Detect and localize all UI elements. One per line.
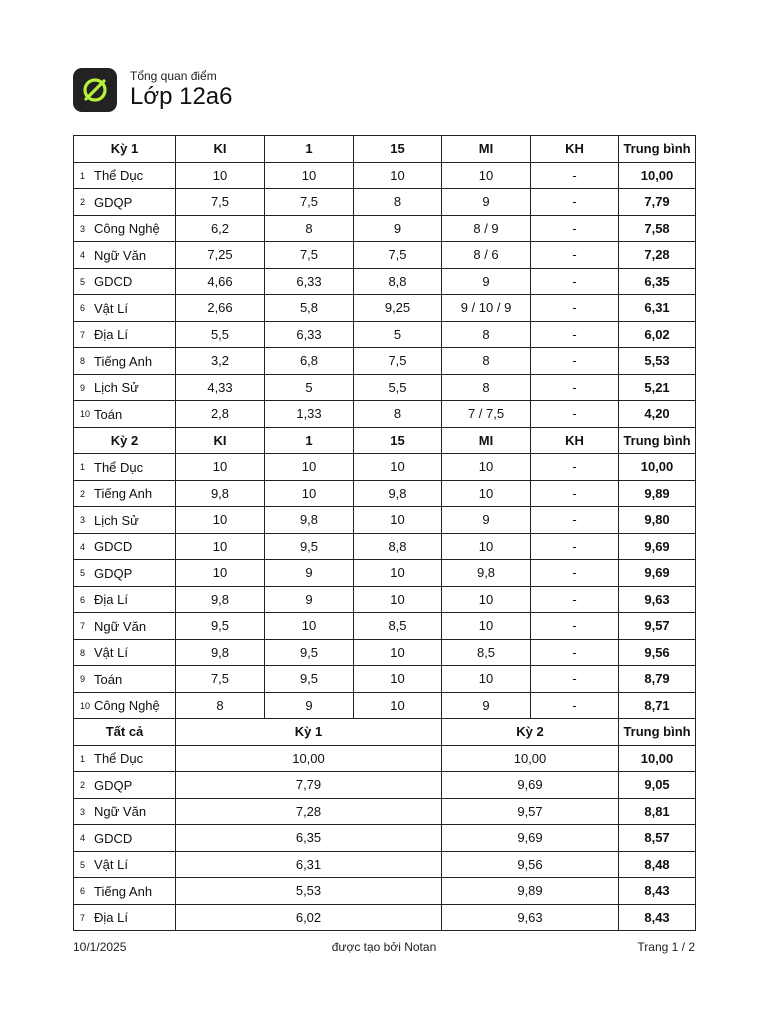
subject-cell (74, 851, 176, 878)
row-index: 2 (80, 780, 86, 791)
kh-cell: - (531, 586, 619, 613)
table-row (74, 507, 696, 534)
kh-cell: - (531, 639, 619, 666)
ki-cell: 3,2 (176, 348, 265, 375)
avg-cell: 9,05 (619, 772, 696, 799)
ki-cell: 10 (176, 454, 265, 481)
row-index: 10 (80, 700, 91, 711)
avg-cell: 9,69 (619, 533, 696, 560)
c15-cell: 8,8 (354, 268, 442, 295)
c1-cell: 10 (265, 480, 354, 507)
avg-cell: 7,79 (619, 189, 696, 216)
subject-name: GDQP (94, 194, 133, 210)
kh-cell: - (531, 613, 619, 640)
c1-cell: 9 (265, 560, 354, 587)
subject-header: Kỳ 1 (74, 136, 176, 163)
semester-1-cell: 10,00 (176, 745, 442, 772)
table-row (74, 613, 696, 640)
subject-cell (74, 321, 176, 348)
mi-cell: 8 / 9 (442, 215, 531, 242)
mi-cell: 10 (442, 586, 531, 613)
c15-cell: 10 (354, 162, 442, 189)
c15-cell: 10 (354, 639, 442, 666)
c15-cell: 8,8 (354, 533, 442, 560)
c1-cell: 5 (265, 374, 354, 401)
subject-name: GDCD (94, 274, 133, 290)
table-row (74, 904, 696, 931)
c1-cell: 5,8 (265, 295, 354, 322)
ki-cell: 9,8 (176, 480, 265, 507)
c15-header: 15 (354, 427, 442, 454)
row-index: 5 (80, 859, 86, 870)
subject-cell (74, 586, 176, 613)
c1-header: 1 (265, 136, 354, 163)
table-row (74, 586, 696, 613)
semester-2-cell: 9,56 (442, 851, 619, 878)
row-index: 4 (80, 250, 86, 261)
row-index: 2 (80, 197, 86, 208)
row-index: 7 (80, 329, 86, 340)
avg-cell: 9,56 (619, 639, 696, 666)
kh-cell: - (531, 348, 619, 375)
table-row (74, 560, 696, 587)
grades-table (73, 135, 696, 931)
c1-cell: 6,33 (265, 268, 354, 295)
table-row (74, 242, 696, 269)
row-index: 3 (80, 806, 86, 817)
subject-cell (74, 162, 176, 189)
subject-cell (74, 745, 176, 772)
subject-name: Toán (94, 671, 123, 687)
c1-cell: 7,5 (265, 242, 354, 269)
avg-cell: 8,43 (619, 878, 696, 905)
table-row (74, 878, 696, 905)
kh-cell: - (531, 507, 619, 534)
avg-cell: 9,63 (619, 586, 696, 613)
mi-cell: 8 (442, 321, 531, 348)
avg-cell: 9,69 (619, 560, 696, 587)
c15-cell: 7,5 (354, 348, 442, 375)
kh-cell: - (531, 242, 619, 269)
row-index: 7 (80, 912, 86, 923)
semester-1-header: Kỳ 1 (176, 719, 442, 746)
semester-2-header: Kỳ 2 (442, 719, 619, 746)
avg-cell: 5,53 (619, 348, 696, 375)
page-header (73, 68, 233, 112)
subject-cell (74, 798, 176, 825)
mi-cell: 10 (442, 162, 531, 189)
mi-cell: 9 (442, 189, 531, 216)
mi-cell: 10 (442, 613, 531, 640)
c15-cell: 5,5 (354, 374, 442, 401)
c15-header: 15 (354, 136, 442, 163)
subject-name: Toán (94, 406, 123, 422)
row-index: 8 (80, 647, 86, 658)
row-index: 4 (80, 541, 86, 552)
subject-name: Địa Lí (94, 592, 128, 608)
kh-cell: - (531, 374, 619, 401)
row-index: 3 (80, 223, 86, 234)
subject-cell (74, 878, 176, 905)
table-row (74, 268, 696, 295)
page-subtitle: Tổng quan điểm (130, 69, 217, 83)
table-row (74, 745, 696, 772)
row-index: 1 (80, 170, 86, 181)
avg-cell: 6,02 (619, 321, 696, 348)
subject-name: Ngữ Văn (94, 618, 147, 634)
avg-cell: 7,28 (619, 242, 696, 269)
subject-name: Công Nghệ (94, 698, 160, 714)
c15-cell: 8 (354, 189, 442, 216)
semester-1-cell: 7,79 (176, 772, 442, 799)
ki-cell: 2,66 (176, 295, 265, 322)
mi-cell: 9 (442, 268, 531, 295)
subject-name: Vật Lí (94, 645, 128, 661)
avg-cell: 5,21 (619, 374, 696, 401)
overall-section (74, 719, 696, 931)
table-row (74, 348, 696, 375)
table-row (74, 321, 696, 348)
table-row (74, 666, 696, 693)
c1-cell: 6,8 (265, 348, 354, 375)
subject-cell (74, 242, 176, 269)
mi-cell: 8 (442, 374, 531, 401)
c15-cell: 10 (354, 692, 442, 719)
table-row (74, 454, 696, 481)
c15-cell: 7,5 (354, 242, 442, 269)
semester-2-cell: 9,63 (442, 904, 619, 931)
row-index: 9 (80, 382, 86, 393)
avg-cell: 8,48 (619, 851, 696, 878)
c1-cell: 6,33 (265, 321, 354, 348)
kh-cell: - (531, 321, 619, 348)
subject-cell (74, 507, 176, 534)
kh-cell: - (531, 480, 619, 507)
table-row (74, 215, 696, 242)
avg-cell: 8,71 (619, 692, 696, 719)
subject-name: Vật Lí (94, 300, 128, 316)
subject-name: Công Nghệ (94, 221, 160, 237)
mi-header: MI (442, 136, 531, 163)
c15-cell: 9,8 (354, 480, 442, 507)
subject-name: Lịch Sử (94, 512, 139, 528)
subject-name: Ngữ Văn (94, 804, 147, 820)
table-row (74, 772, 696, 799)
subject-cell (74, 268, 176, 295)
mi-cell: 9 / 10 / 9 (442, 295, 531, 322)
row-index: 2 (80, 488, 86, 499)
kh-cell: - (531, 401, 619, 428)
subject-name: GDQP (94, 565, 133, 581)
ki-cell: 2,8 (176, 401, 265, 428)
footer-date: 10/1/2025 (73, 940, 127, 954)
subject-cell (74, 825, 176, 852)
semester-1-cell: 7,28 (176, 798, 442, 825)
avg-cell: 8,81 (619, 798, 696, 825)
ki-cell: 6,2 (176, 215, 265, 242)
kh-cell: - (531, 692, 619, 719)
semester-2-cell: 9,69 (442, 825, 619, 852)
subject-name: Thể Dục (94, 459, 144, 475)
semester-2-cell: 10,00 (442, 745, 619, 772)
c1-cell: 1,33 (265, 401, 354, 428)
semester-1-cell: 6,02 (176, 904, 442, 931)
avg-cell: 8,57 (619, 825, 696, 852)
c1-cell: 10 (265, 454, 354, 481)
subject-name: Tiếng Anh (94, 883, 153, 899)
c15-cell: 10 (354, 586, 442, 613)
kh-cell: - (531, 454, 619, 481)
c1-cell: 9,8 (265, 507, 354, 534)
avg-cell: 6,35 (619, 268, 696, 295)
ki-cell: 9,8 (176, 639, 265, 666)
row-index: 6 (80, 886, 86, 897)
c1-cell: 10 (265, 162, 354, 189)
row-index: 1 (80, 462, 86, 473)
semester-2-section (74, 427, 696, 719)
ki-cell: 7,5 (176, 666, 265, 693)
subject-name: Thể Dục (94, 751, 144, 767)
footer-page-number: Trang 1 / 2 (637, 940, 695, 954)
mi-cell: 8 / 6 (442, 242, 531, 269)
avg-cell: 9,89 (619, 480, 696, 507)
subject-cell (74, 480, 176, 507)
row-index: 1 (80, 753, 86, 764)
subject-cell (74, 374, 176, 401)
subject-name: Tiếng Anh (94, 353, 153, 369)
kh-cell: - (531, 295, 619, 322)
subject-cell (74, 295, 176, 322)
average-header: Trung bình (619, 427, 696, 454)
table-row (74, 374, 696, 401)
mi-cell: 9,8 (442, 560, 531, 587)
ki-cell: 10 (176, 560, 265, 587)
header-row (74, 427, 696, 454)
ki-cell: 9,8 (176, 586, 265, 613)
subject-cell (74, 692, 176, 719)
row-index: 7 (80, 621, 86, 632)
ki-cell: 10 (176, 162, 265, 189)
c1-cell: 9,5 (265, 639, 354, 666)
table-row (74, 162, 696, 189)
mi-cell: 9 (442, 692, 531, 719)
ki-cell: 10 (176, 533, 265, 560)
ki-cell: 9,5 (176, 613, 265, 640)
subject-cell (74, 639, 176, 666)
table-row (74, 639, 696, 666)
table-row (74, 798, 696, 825)
row-index: 5 (80, 276, 86, 287)
average-header: Trung bình (619, 136, 696, 163)
kh-cell: - (531, 215, 619, 242)
ki-cell: 4,66 (176, 268, 265, 295)
semester-2-cell: 9,69 (442, 772, 619, 799)
table-row (74, 825, 696, 852)
kh-cell: - (531, 162, 619, 189)
page-title: Lớp 12a6 (130, 83, 233, 110)
row-index: 3 (80, 515, 86, 526)
row-index: 9 (80, 674, 86, 685)
mi-cell: 10 (442, 480, 531, 507)
row-index: 10 (80, 409, 91, 420)
avg-cell: 10,00 (619, 162, 696, 189)
subject-cell (74, 772, 176, 799)
mi-cell: 10 (442, 666, 531, 693)
subject-name: GDCD (94, 830, 133, 846)
mi-cell: 9 (442, 507, 531, 534)
avg-cell: 4,20 (619, 401, 696, 428)
subject-name: Thể Dục (94, 168, 144, 184)
kh-cell: - (531, 560, 619, 587)
c15-cell: 10 (354, 560, 442, 587)
subject-cell (74, 215, 176, 242)
avg-cell: 9,80 (619, 507, 696, 534)
avg-cell: 9,57 (619, 613, 696, 640)
avg-cell: 6,31 (619, 295, 696, 322)
subject-cell (74, 666, 176, 693)
ki-cell: 7,5 (176, 189, 265, 216)
table-row (74, 480, 696, 507)
average-header: Trung bình (619, 719, 696, 746)
semester-2-cell: 9,57 (442, 798, 619, 825)
c1-cell: 9 (265, 586, 354, 613)
row-index: 6 (80, 303, 86, 314)
row-index: 4 (80, 833, 86, 844)
row-index: 5 (80, 568, 86, 579)
table-row (74, 189, 696, 216)
slashed-circle-icon (80, 75, 110, 105)
c1-cell: 10 (265, 613, 354, 640)
row-index: 6 (80, 594, 86, 605)
c1-header: 1 (265, 427, 354, 454)
mi-cell: 8,5 (442, 639, 531, 666)
subject-cell (74, 613, 176, 640)
subject-name: Vật Lí (94, 857, 128, 873)
subject-name: Địa Lí (94, 910, 128, 926)
semester-1-cell: 5,53 (176, 878, 442, 905)
semester-1-cell: 6,35 (176, 825, 442, 852)
c15-cell: 10 (354, 454, 442, 481)
kh-cell: - (531, 268, 619, 295)
semester-1-section (74, 136, 696, 428)
semester-2-cell: 9,89 (442, 878, 619, 905)
avg-cell: 7,58 (619, 215, 696, 242)
subject-cell (74, 560, 176, 587)
subject-name: Tiếng Anh (94, 486, 153, 502)
c15-cell: 9,25 (354, 295, 442, 322)
avg-cell: 10,00 (619, 745, 696, 772)
kh-header: KH (531, 136, 619, 163)
semester-1-cell: 6,31 (176, 851, 442, 878)
mi-cell: 10 (442, 533, 531, 560)
row-index: 8 (80, 356, 86, 367)
subject-name: Lịch Sử (94, 380, 139, 396)
avg-cell: 8,43 (619, 904, 696, 931)
subject-name: Ngữ Văn (94, 247, 147, 263)
table-row (74, 533, 696, 560)
mi-cell: 10 (442, 454, 531, 481)
table-row (74, 295, 696, 322)
mi-header: MI (442, 427, 531, 454)
c1-cell: 9,5 (265, 666, 354, 693)
subject-header: Tất cả (74, 719, 176, 746)
header-row (74, 719, 696, 746)
subject-cell (74, 454, 176, 481)
header-row (74, 136, 696, 163)
subject-name: GDCD (94, 539, 133, 555)
table-row (74, 851, 696, 878)
app-logo (73, 68, 117, 112)
subject-cell (74, 904, 176, 931)
ki-cell: 7,25 (176, 242, 265, 269)
avg-cell: 8,79 (619, 666, 696, 693)
c1-cell: 9 (265, 692, 354, 719)
footer-generator: được tạo bởi Notan (331, 940, 437, 954)
subject-cell (74, 401, 176, 428)
ki-cell: 8 (176, 692, 265, 719)
kh-cell: - (531, 666, 619, 693)
ki-header: KI (176, 427, 265, 454)
c1-cell: 9,5 (265, 533, 354, 560)
table-row (74, 692, 696, 719)
ki-header: KI (176, 136, 265, 163)
subject-name: Địa Lí (94, 327, 128, 343)
c15-cell: 10 (354, 666, 442, 693)
subject-cell (74, 189, 176, 216)
subject-name: GDQP (94, 777, 133, 793)
c15-cell: 5 (354, 321, 442, 348)
c15-cell: 10 (354, 507, 442, 534)
ki-cell: 5,5 (176, 321, 265, 348)
subject-header: Kỳ 2 (74, 427, 176, 454)
kh-cell: - (531, 533, 619, 560)
subject-cell (74, 533, 176, 560)
c1-cell: 8 (265, 215, 354, 242)
mi-cell: 7 / 7,5 (442, 401, 531, 428)
c15-cell: 9 (354, 215, 442, 242)
ki-cell: 4,33 (176, 374, 265, 401)
c15-cell: 8,5 (354, 613, 442, 640)
c1-cell: 7,5 (265, 189, 354, 216)
subject-cell (74, 348, 176, 375)
ki-cell: 10 (176, 507, 265, 534)
kh-cell: - (531, 189, 619, 216)
kh-header: KH (531, 427, 619, 454)
mi-cell: 8 (442, 348, 531, 375)
avg-cell: 10,00 (619, 454, 696, 481)
table-row (74, 401, 696, 428)
c15-cell: 8 (354, 401, 442, 428)
